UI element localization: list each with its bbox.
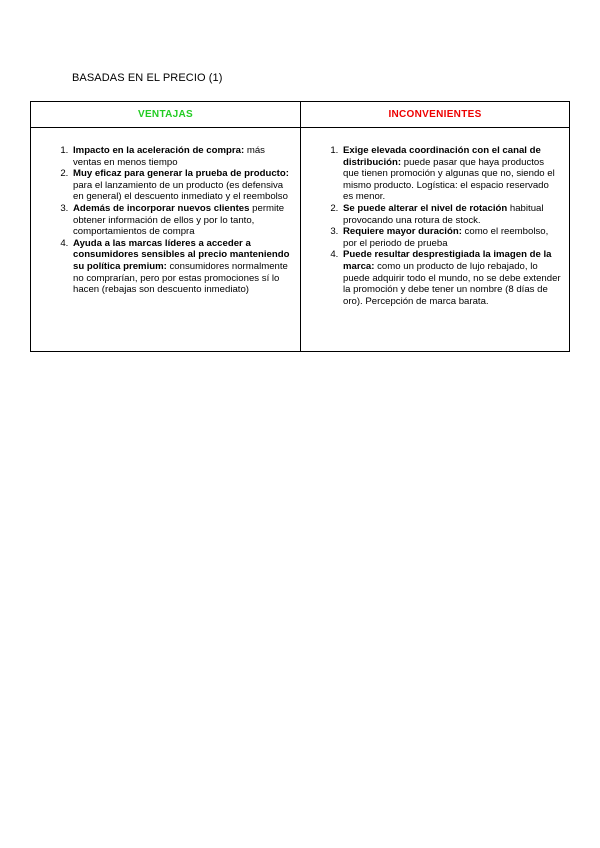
pros-cons-table — [30, 101, 570, 352]
inconvenientes-header: INCONVENIENTES — [301, 102, 569, 128]
item-heading: Ayuda a las marcas líderes a acceder a consumidores sensibles al precio manteniendo su política premium: — [73, 237, 290, 272]
item-text: como el reembolso, por el periodo de prueba — [343, 226, 549, 249]
ventajas-list — [53, 145, 292, 296]
item-text: puede pasar que haya productos que tienen promoción y algunas que no, siendo el mismo producto. Logística: el espacio reservado es menor. — [343, 156, 555, 203]
item-text: como un producto de lujo rebajado, lo puede adquirir todo el mundo, no se debe extender la promoción y debe tener un nombre (8 días de oro). Percepción de marca barata. — [343, 260, 561, 307]
inconvenientes-list — [323, 145, 561, 307]
item-text: habitual provocando una rotura de stock. — [343, 202, 544, 226]
list-item — [341, 145, 561, 203]
item-text: consumidores normalmente no comprarían, pero por estas promociones sí lo hacen (rebajas son descuento inmediato) — [73, 260, 288, 296]
item-heading: Muy eficaz para generar la prueba de producto: — [73, 168, 289, 180]
inconvenientes-column — [300, 102, 569, 351]
item-heading: Impacto en la aceleración de compra: — [73, 145, 245, 156]
ventajas-column — [31, 102, 300, 351]
item-heading: Requiere mayor duración: — [343, 226, 462, 238]
ventajas-header: VENTAJAS — [31, 102, 300, 128]
item-text: más ventas en menos tiempo — [73, 145, 265, 168]
list-item — [341, 203, 561, 226]
item-text: permite obtener información de ellos y por lo tanto, comportamientos de compra — [73, 202, 285, 238]
document-title: BASADAS EN EL PRECIO (1) — [72, 72, 223, 84]
item-heading: Además de incorporar nuevos clientes — [73, 202, 250, 214]
item-heading: Puede resultar desprestigiada la imagen de la marca: — [343, 249, 552, 272]
ventajas-body — [31, 128, 300, 296]
inconvenientes-body — [301, 128, 569, 307]
list-item — [71, 145, 292, 168]
list-item — [71, 238, 292, 296]
list-item — [341, 249, 561, 307]
item-text: para el lanzamiento de un producto (es defensiva en general) el descuento inmediato y el reembolso — [73, 179, 288, 203]
item-heading: Exige elevada coordinación con el canal de distribución: — [343, 145, 541, 168]
item-heading: Se puede alterar el nivel de rotación — [343, 202, 508, 214]
list-item — [71, 203, 292, 238]
list-item — [71, 168, 292, 203]
list-item — [341, 226, 561, 249]
